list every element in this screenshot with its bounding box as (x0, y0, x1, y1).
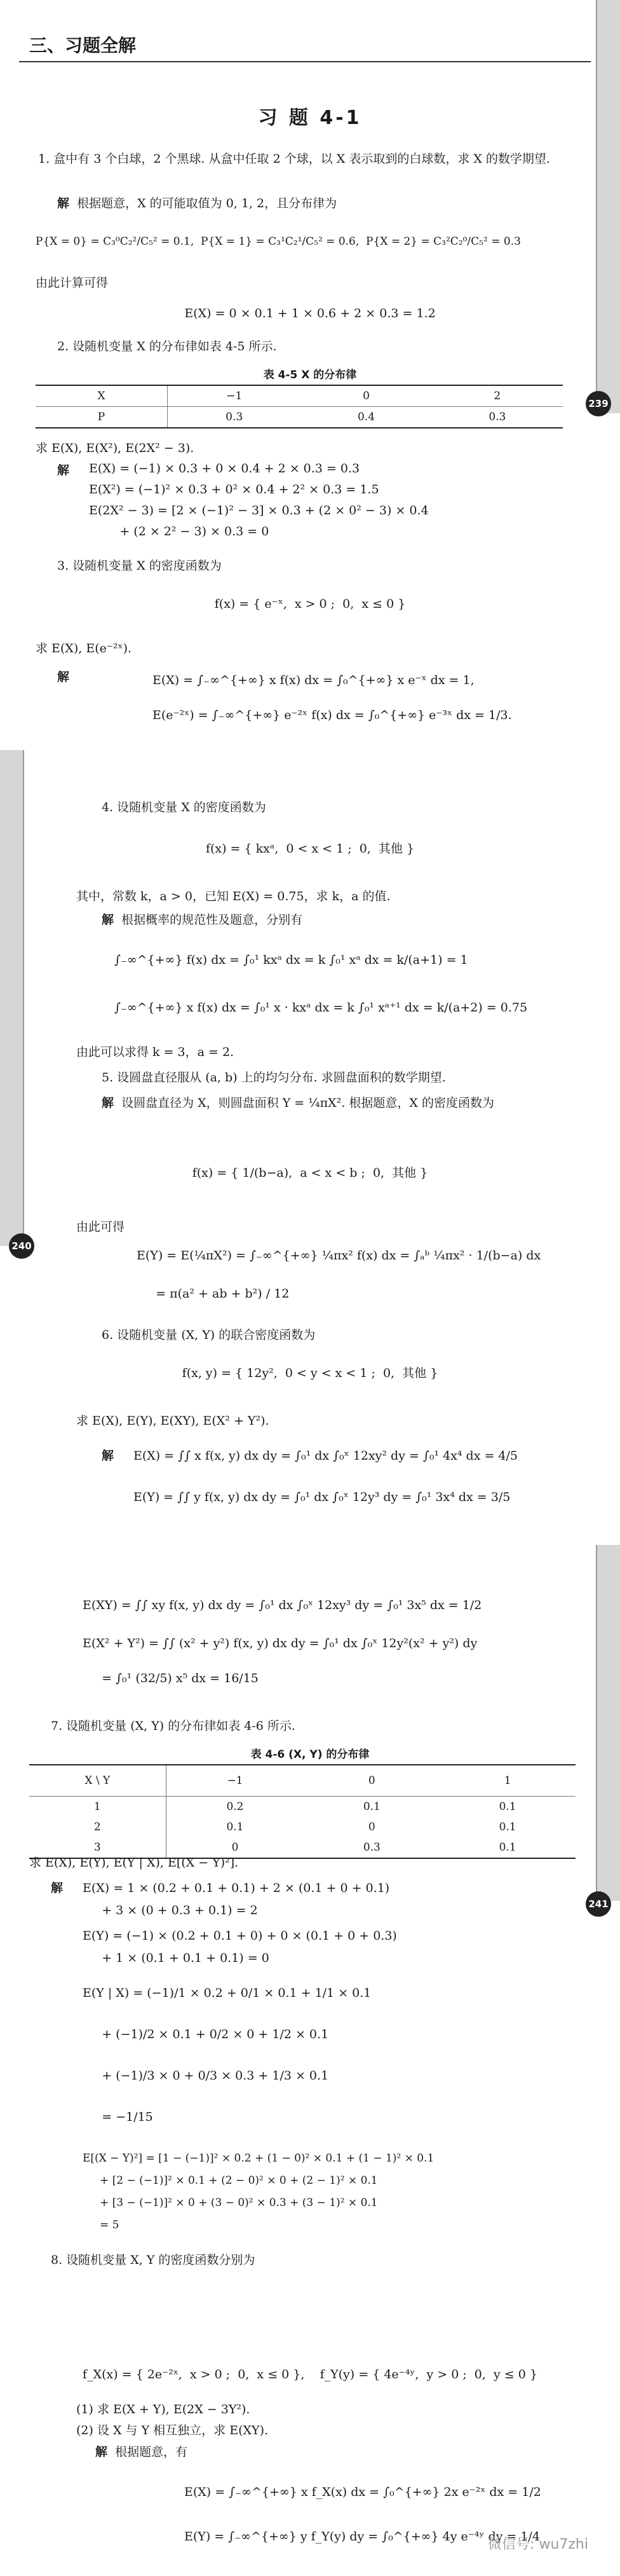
q7-line: E(Y) = (−1) × (0.2 + 0.1 + 0) + 0 × (0.1 + 0 + 0.3) (83, 1929, 397, 1943)
heading-rule (19, 61, 591, 62)
exercise-title: 习 题 4-1 (258, 107, 362, 129)
q2-line: E(2X² − 3) = [2 × (−1)² − 3] × 0.3 + (2 × 0² − 3) × 0.4 (89, 504, 429, 517)
table-cell: 0.1 (304, 1797, 440, 1818)
solution-label: 解 (102, 913, 114, 927)
table-cell: X (36, 385, 168, 407)
q7-line: = 5 (83, 2219, 119, 2231)
q7-ask: 求 E(X), E(Y), E(Y | X), E[(X − Y)²]. (29, 1856, 239, 1870)
q4-result: 由此可以求得 k = 3，a = 2. (76, 1045, 234, 1059)
q4-text: 4. 设随机变量 X 的密度函数为 (102, 800, 266, 814)
q1-solution (57, 194, 603, 213)
q8-text: 8. 设随机变量 X, Y 的密度函数分别为 (51, 2253, 255, 2267)
q5-density: f(x) = { 1/(b−a), a < x < b ; 0, 其他 } (192, 1166, 428, 1180)
q3-line: E(e⁻²ˣ) = ∫₋∞^{+∞} e⁻²ˣ f(x) dx = ∫₀^{+∞} e⁻³ˣ dx = 1/3. (152, 708, 512, 722)
table-cell: 0.2 (166, 1797, 304, 1818)
q7-line: E(Y | X) = (−1)/1 × 0.2 + 0/1 × 0.1 + 1/1 × 0.1 (83, 1986, 372, 2000)
side-tab-241 (596, 1545, 620, 1901)
q7-line: E(X) = 1 × (0.2 + 0.1 + 0.1) + 2 × (0.1 + 0 + 0.1) (83, 1881, 390, 1895)
q1-lead: 由此计算可得 (36, 276, 109, 290)
q7-line: + [3 − (−1)]² × 0 + (3 − 0)² × 0.3 + (3 − 1)² × 0.1 (83, 2196, 378, 2209)
q6-line: E(XY) = ∫∫ xy f(x, y) dx dy = ∫₀¹ dx ∫₀ˣ 12xy³ dy = ∫₀¹ 3x⁵ dx = 1/2 (83, 1598, 482, 1612)
table-cell: P (36, 407, 168, 428)
page-number-241: 241 (586, 1891, 611, 1917)
q6-ask: 求 E(X), E(Y), E(XY), E(X² + Y²). (76, 1414, 269, 1428)
q1-distribution: P{X = 0} = C₃⁰C₂²/C₅² = 0.1, P{X = 1} = C₃¹C₂¹/C₅² = 0.6, P{X = 2} = C₃²C₂⁰/C₅² = 0.3 (36, 235, 521, 248)
q4-density: f(x) = { kxᵃ, 0 < x < 1 ; 0, 其他 } (205, 842, 415, 856)
q8-line: E(X) = ∫₋∞^{+∞} x f_X(x) dx = ∫₀^{+∞} 2x e⁻²ˣ dx = 1/2 (184, 2485, 541, 2499)
q8-sub1: (1) 求 E(X + Y), E(2X − 3Y²). (76, 2402, 250, 2416)
q6-line: E(X² + Y²) = ∫∫ (x² + y²) f(x, y) dx dy = ∫₀¹ dx ∫₀ˣ 12y²(x² + y²) dy (83, 1636, 478, 1650)
solution-label: 解 (95, 2445, 108, 2459)
q3-ask: 求 E(X), E(e⁻²ˣ). (36, 641, 132, 655)
section-heading: 三、习题全解 (29, 35, 137, 56)
table-4-6 (29, 1764, 576, 1859)
q6-line: = ∫₀¹ (32/5) x⁵ dx = 16/15 (83, 1671, 259, 1685)
table-4-5-caption: 表 4-5 X 的分布律 (263, 369, 357, 381)
q2-line: + (2 × 2² − 3) × 0.3 = 0 (89, 524, 269, 538)
q8-sub2: (2) 设 X 与 Y 相互独立，求 E(XY). (76, 2423, 269, 2437)
table-cell: 0.1 (440, 1837, 576, 1858)
q1-text: 1. 盒中有 3 个白球，2 个黑球. 从盒中任取 2 个球，以 X 表示取到的白球数，求 X 的数学期望. (38, 152, 550, 166)
q4-ask: 其中，常数 k，a > 0，已知 E(X) = 0.75，求 k，a 的值. (76, 889, 391, 903)
q5-text: 5. 设圆盘直径服从 (a, b) 上的均匀分布. 求圆盘面积的数学期望. (102, 1071, 446, 1085)
q8-solution (95, 2442, 578, 2462)
q6-solution-label: 解 (102, 1449, 114, 1463)
table-cell: 2 (29, 1817, 166, 1837)
q8-density: f_X(x) = { 2e⁻²ˣ, x > 0 ; 0, x ≤ 0 }, f_Y(y) = { 4e⁻⁴ʸ, y > 0 ; 0, y ≤ 0 } (83, 2367, 537, 2381)
q3-line: E(X) = ∫₋∞^{+∞} x f(x) dx = ∫₀^{+∞} x e⁻ˣ dx = 1, (152, 673, 475, 687)
page-number-240: 240 (9, 1233, 34, 1259)
q1-result: E(X) = 0 × 0.1 + 1 × 0.6 + 2 × 0.3 = 1.2 (184, 306, 436, 320)
q5-solution (102, 1093, 584, 1113)
q6-text: 6. 设随机变量 (X, Y) 的联合密度函数为 (102, 1328, 316, 1342)
q7-line: = −1/15 (83, 2110, 153, 2124)
q7-line: + (−1)/2 × 0.1 + 0/2 × 0 + 1/2 × 0.1 (83, 2027, 329, 2041)
table-header-cell: 0 (304, 1765, 440, 1797)
q4-line: ∫₋∞^{+∞} x f(x) dx = ∫₀¹ x · kxᵃ dx = k ∫₀¹ xᵃ⁺¹ dx = k/(a+2) = 0.75 (114, 1001, 528, 1015)
q7-line: E[(X − Y)²] = [1 − (−1)]² × 0.2 + (1 − 0)² × 0.1 + (1 − 1)² × 0.1 (83, 2152, 435, 2165)
page-number-239: 239 (586, 391, 611, 416)
table-cell: 3 (29, 1837, 166, 1858)
q4-line: ∫₋∞^{+∞} f(x) dx = ∫₀¹ kxᵃ dx = k ∫₀¹ xᵃ dx = k/(a+1) = 1 (114, 953, 468, 967)
table-header-cell: 1 (440, 1765, 576, 1797)
q7-line: + 3 × (0 + 0.3 + 0.1) = 2 (83, 1903, 258, 1917)
q2-text: 2. 设随机变量 X 的分布律如表 4-5 所示. (57, 339, 277, 353)
table-4-5 (36, 385, 563, 428)
table-cell: 0 (300, 385, 431, 407)
q7-text: 7. 设随机变量 (X, Y) 的分布律如表 4-6 所示. (51, 1719, 295, 1733)
table-cell: 0.1 (440, 1797, 576, 1818)
q5-line: = π(a² + ab + b²) / 12 (137, 1287, 290, 1301)
table-cell: 2 (432, 385, 563, 407)
solution-text: 根据题意，有 (115, 2445, 188, 2459)
table-cell: 0.4 (300, 407, 431, 428)
q8-line: E(Y) = ∫₋∞^{+∞} y f_Y(y) dy = ∫₀^{+∞} 4y e⁻⁴ʸ dy = 1/4 (184, 2530, 540, 2544)
q7-line: + [2 − (−1)]² × 0.1 + (2 − 0)² × 0 + (2 − 1)² × 0.1 (83, 2174, 378, 2187)
solution-text: 根据题意，X 的可能取值为 0, 1, 2，且分布律为 (77, 196, 337, 210)
solution-text: 根据概率的规范性及题意，分别有 (121, 913, 303, 927)
q3-solution-label: 解 (57, 670, 70, 684)
table-cell: 0.1 (226, 1821, 244, 1833)
table-cell: 0.3 (304, 1837, 440, 1858)
table-cell: −1 (168, 385, 301, 407)
table-corner-cell: X \ Y (29, 1765, 166, 1797)
q5-line: E(Y) = E(¼πX²) = ∫₋∞^{+∞} ¼πx² f(x) dx = ∫ₐᵇ ¼πx² · 1/(b−a) dx (137, 1249, 541, 1263)
q7-solution-label: 解 (51, 1881, 64, 1895)
table-cell: 0.1 (499, 1821, 516, 1833)
q4-solution (102, 910, 584, 929)
table-cell: 0 (368, 1821, 375, 1833)
q2-ask: 求 E(X), E(X²), E(2X² − 3). (36, 441, 194, 455)
solution-label: 解 (102, 1096, 114, 1110)
table-4-6-caption: 表 4-6 (X, Y) 的分布律 (250, 1748, 370, 1761)
table-cell: 1 (29, 1797, 166, 1818)
q5-lead: 由此可得 (76, 1220, 125, 1234)
q3-density: f(x) = { e⁻ˣ, x > 0 ; 0, x ≤ 0 } (214, 597, 406, 611)
q2-line: E(X) = (−1) × 0.3 + 0 × 0.4 + 2 × 0.3 = 0.3 (89, 462, 360, 476)
q2-solution-label: 解 (57, 463, 70, 477)
q6-line: E(Y) = ∫∫ y f(x, y) dx dy = ∫₀¹ dx ∫₀ˣ 12y³ dy = ∫₀¹ 3x⁴ dx = 3/5 (133, 1490, 511, 1504)
table-cell: 0 (166, 1837, 304, 1858)
q7-line: + (−1)/3 × 0 + 0/3 × 0.3 + 1/3 × 0.1 (83, 2069, 329, 2083)
table-cell: 0.3 (432, 407, 563, 428)
table-cell: 0.3 (168, 407, 301, 428)
q7-line: + 1 × (0.1 + 0.1 + 0.1) = 0 (83, 1951, 269, 1965)
q3-text: 3. 设随机变量 X 的密度函数为 (57, 559, 222, 573)
table-header-cell: −1 (166, 1765, 304, 1797)
q6-line: E(X) = ∫∫ x f(x, y) dx dy = ∫₀¹ dx ∫₀ˣ 12xy² dy = ∫₀¹ 4x⁴ dx = 4/5 (133, 1449, 518, 1463)
solution-text: 设圆盘直径为 X，则圆盘面积 Y = ¼πX². 根据题意，X 的密度函数为 (121, 1096, 494, 1110)
solution-label: 解 (57, 196, 70, 210)
q6-density: f(x, y) = { 12y², 0 < y < x < 1 ; 0, 其他 } (182, 1366, 438, 1380)
watermark: 微信号: wu7zhi (488, 2537, 588, 2552)
q2-line: E(X²) = (−1)² × 0.3 + 0² × 0.4 + 2² × 0.3 = 1.5 (89, 483, 379, 497)
